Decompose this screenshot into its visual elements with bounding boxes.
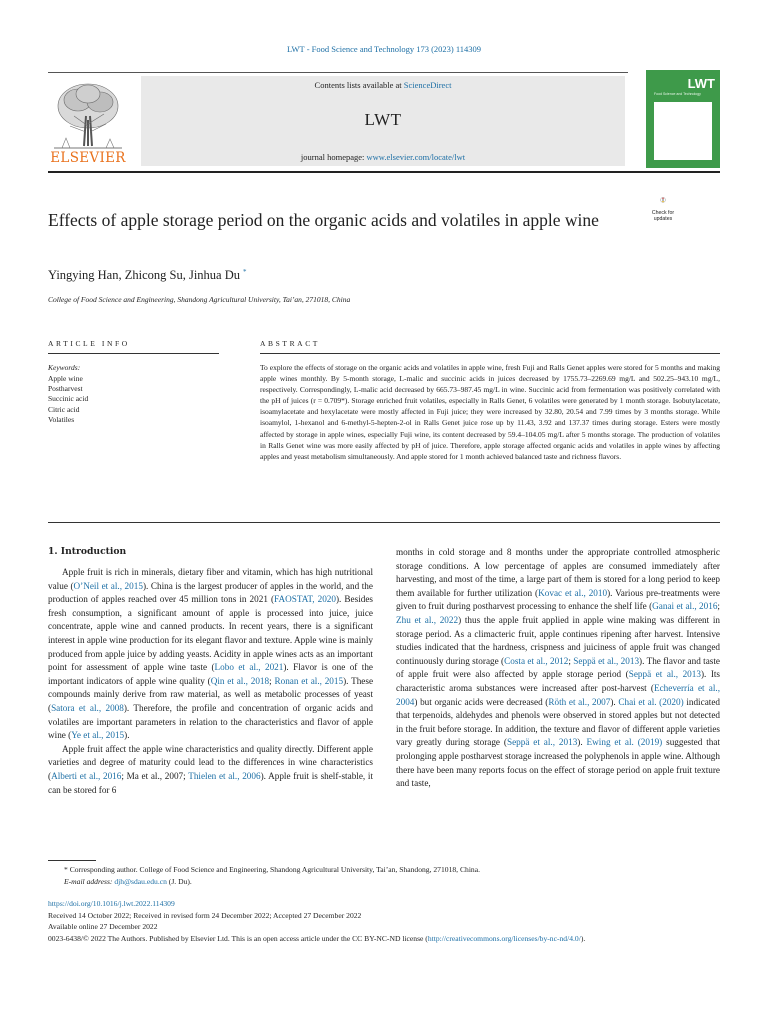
article-info-heading: ARTICLE INFO: [48, 339, 130, 348]
citation-link[interactable]: Lobo et al., 2021: [214, 662, 284, 673]
citation-link[interactable]: Costa et al., 2012: [504, 655, 569, 666]
email-label: E-mail address:: [64, 876, 113, 886]
citation-link[interactable]: Seppä et al., 2013: [628, 669, 701, 680]
license-prefix: 0023-6438/© 2022 The Authors. Published by Elsevier Ltd. This is an open access article under the CC BY-NC-ND license (: [48, 933, 428, 943]
available-online-date: Available online 27 December 2022: [48, 922, 158, 931]
sciencedirect-link[interactable]: ScienceDirect: [403, 80, 452, 90]
citation-link[interactable]: Echeverría et al., 2004: [396, 682, 721, 707]
cover-title: LWT: [687, 76, 715, 91]
citation-link[interactable]: Chai et al. (2020): [618, 696, 684, 707]
body-paragraph: Apple fruit is rich in minerals, dietary fiber and vitamin, which has high nutritional value (O’Neil et al., 2015). China is the largest producer of apples in the world, and the production of apples reached over 45 million tons in 2021 (FAOSTAT, 2020). Besides fresh consumption, a significant amount of apple is processed into juice, juice concentrate, apple wine and canned products. In recent years, there is a significant interest in apple wine production for its elegant flavor and texture. Apple wine is mainly produced from apple juice by adding yeasts. Acidity in apple wines acts as an important point for assessment of apple wine taste (Lobo et al., 2021). Flavor is one of the important indicators of apple wine quality (Qin et al., 2018; Ronan et al., 2015). These compounds mainly derive from raw material, as well as metabolic processes of yeast (Satora et al., 2008). Therefore, the profile and concentration of organic acids and volatiles are important parameters in relation to the characteristics and flavor of apple wine (Ye et al., 2015).: [48, 567, 374, 741]
contents-available-line: [141, 80, 625, 90]
corresponding-author-footnote: [48, 864, 720, 887]
abstract-rule: [260, 353, 720, 354]
journal-citation: LWT - Food Science and Technology 173 (2023) 114309: [286, 44, 482, 54]
citation-link[interactable]: Satora et al., 2008: [51, 702, 124, 713]
author-affiliation: College of Food Science and Engineering, Shandong Agricultural University, Tai’an, 271018, China: [48, 295, 351, 304]
keyword-item: Apple wine: [48, 374, 83, 383]
citation-link[interactable]: Qin et al., 2018: [210, 675, 270, 686]
email-link[interactable]: djh@sdau.edu.cn: [114, 876, 167, 886]
body-paragraph: Apple fruit affect the apple wine characteristics and quality directly. Different apple varieties and degree of maturity could lead to the differences in wine characteristics (Alberti et al., 2016; Ma et al., 2007; Thielen et al., 2006). Apple fruit is shelf-stable, it can be stored for 6: [48, 743, 373, 795]
abstract-bottom-rule: [48, 522, 720, 523]
body-paragraph: months in cold storage and 8 months under the appropriate controlled atmospheric storage conditions. A low percentage of apples are consumed immediately after harvesting, and most of the time, a large part of them is stored for a long period to keep them available for further utilization (Kovac et al., 2010). Various pre-treatments were given to fruit during postharvest processing to enhance the shelf life (Ganai et al., 2016; Zhu et al., 2022) thus the apple fruit applied in apple wine making was different in storage period. As a climacteric fruit, apple continues ripening after harvest. Intensive studies indicated that the hardness, crispness and juiciness of apple fruit was changed continuously during storage (Costa et al., 2012; Seppä et al., 2013). The flavor and taste of apple fruit were also affected by apple storage period (Seppä et al., 2013). Its characteristic aroma substances were increased after post-harvest (Echeverría et al., 2004) but organic acids were decreased (Röth et al., 2007). Chai et al. (2020) indicated that terpenoids, aldehydes and phenols were observed in stored apples but not detected in the fruit before storage. In addition, the texture and flavor of different apple varieties vary greatly during storage (Seppä et al., 2013). Ewing et al. (2019) suggested that prolonging apple postharvest storage increased the polyphenols in apple wine. Although there have been many reports focus on the effect of storage period on apple fruit texture and taste,: [396, 547, 721, 789]
homepage-prefix: journal homepage:: [300, 152, 367, 162]
keyword-item: Volatiles: [48, 414, 75, 424]
cover-panel: [654, 102, 712, 160]
check-for-label-line2: updates: [653, 215, 673, 222]
corresponding-author-mark[interactable]: *: [243, 268, 247, 276]
abstract-heading: ABSTRACT: [260, 339, 320, 348]
citation-link[interactable]: FAOSTAT, 2020: [274, 594, 336, 605]
check-for-updates-icon[interactable]: [644, 197, 682, 211]
keyword-item: Succinic acid: [48, 394, 89, 404]
author-names: Yingying Han, Zhicong Su, Jinhua Du: [48, 268, 241, 283]
article-metadata: [48, 898, 720, 944]
author-list: [48, 268, 247, 283]
journal-homepage-line: [141, 152, 625, 162]
citation-link[interactable]: Alberti et al., 2016: [51, 770, 122, 781]
email-suffix: (J. Du).: [166, 876, 192, 886]
license-statement: [48, 933, 720, 945]
journal-cover-image[interactable]: [646, 70, 720, 168]
keyword-item: Postharvest: [48, 384, 83, 394]
cover-subtitle: Food Science and Technology: [654, 92, 701, 96]
citation-link[interactable]: O’Neil et al., 2015: [73, 580, 143, 591]
received-dates: Received 14 October 2022; Received in revised form 24 December 2022; Accepted 27 December 2022: [48, 910, 362, 920]
email-line: [48, 876, 720, 888]
journal-homepage-link[interactable]: www.elsevier.com/locate/lwt: [366, 152, 466, 162]
citation-link[interactable]: Ganai et al., 2016: [652, 601, 718, 612]
license-suffix: ).: [580, 933, 586, 943]
abstract-body: To explore the effects of storage on the organic acids and volatiles in apple wine, fresh Fuji and Ralls Genet apples were stored for 5 months and making apple wines monthly. By 5-month storage, L-malic and succinic acids in juices decreased by 1755.73–2269.69 mg/L and 502.25–943.10 mg/L, respectively. Correspondingly, L-malic acid decreased by 665.73–987.45 mg/L in wine. Succinic acid from fermentation was positively correlated with the pH of juices (r = 0.709*). Storage enriched fruit volatiles, especially in Ralls Genet, 6 volatiles were generated by 1 month storage. Isobutylacetate, isoamylacetate and hexylacetate were mostly affected in Fuji juice; they were increased by 32.80, 20.54 and 7.99 times by 3 months storage. While isoamylol, 1-hexanol and 6-methyl-5-hepten-2-ol in Ralls Genet juice rose up by 11.43, 3.92 and 137.37 times during storage. Esters were mostly affected by storage in apple wines, especially Fuji wine, its content decreased by 59.4–104.05 mg/L after 5 months storage. The production of volatiles in Ralls Genet wine was more easily affected by pH of juice. Therefore, apple storage affected organic acids and volatiles in apple wines by affecting apples and yeast metabolism simultaneously. And apple stored for 1 month achieved balanced taste and richness flavors.: [260, 363, 720, 461]
doi-link[interactable]: https://doi.org/10.1016/j.lwt.2022.114309: [48, 899, 175, 908]
header-top-rule: [48, 72, 628, 73]
citation-link[interactable]: Kovac et al., 2010: [538, 587, 608, 598]
keywords-label: Keywords:: [48, 363, 81, 372]
article-info-rule: [48, 353, 219, 354]
body-right-column: [396, 546, 720, 791]
citation-link[interactable]: Zhu et al., 2022: [396, 614, 459, 625]
header-bottom-rule: [48, 171, 720, 173]
elsevier-wordmark: ELSEVIER: [50, 150, 126, 166]
citation-link[interactable]: Ewing et al. (2019): [586, 737, 663, 748]
citation-link[interactable]: Ye et al., 2015: [71, 730, 125, 741]
corresponding-author-note: * Corresponding author. College of Food Science and Engineering, Shandong Agricultural University, Tai’an, Shandong, 271018, China.: [64, 865, 481, 874]
journal-title: LWT: [364, 110, 402, 129]
license-link[interactable]: http://creativecommons.org/licenses/by-nc-nd/4.0/: [427, 933, 581, 943]
keywords-list: [48, 374, 88, 425]
article-title: Effects of apple storage period on the organic acids and volatiles in apple wine: [48, 210, 599, 230]
citation-link[interactable]: Seppä et al., 2013: [506, 737, 578, 748]
check-for-updates-label[interactable]: [644, 211, 682, 223]
citation-link[interactable]: Thielen et al., 2006: [188, 770, 261, 781]
citation-link[interactable]: Ronan et al., 2015: [274, 675, 344, 686]
introduction-heading: 1. Introduction: [48, 546, 127, 557]
contents-prefix: Contents lists available at: [314, 80, 404, 90]
keyword-item: Citric acid: [48, 404, 80, 414]
body-left-column: [48, 566, 373, 797]
citation-link[interactable]: Röth et al., 2007: [548, 696, 611, 707]
citation-link[interactable]: Seppä et al., 2013: [573, 655, 640, 666]
footnote-rule: [48, 860, 96, 861]
check-for-label-line1: Check for: [651, 210, 675, 216]
